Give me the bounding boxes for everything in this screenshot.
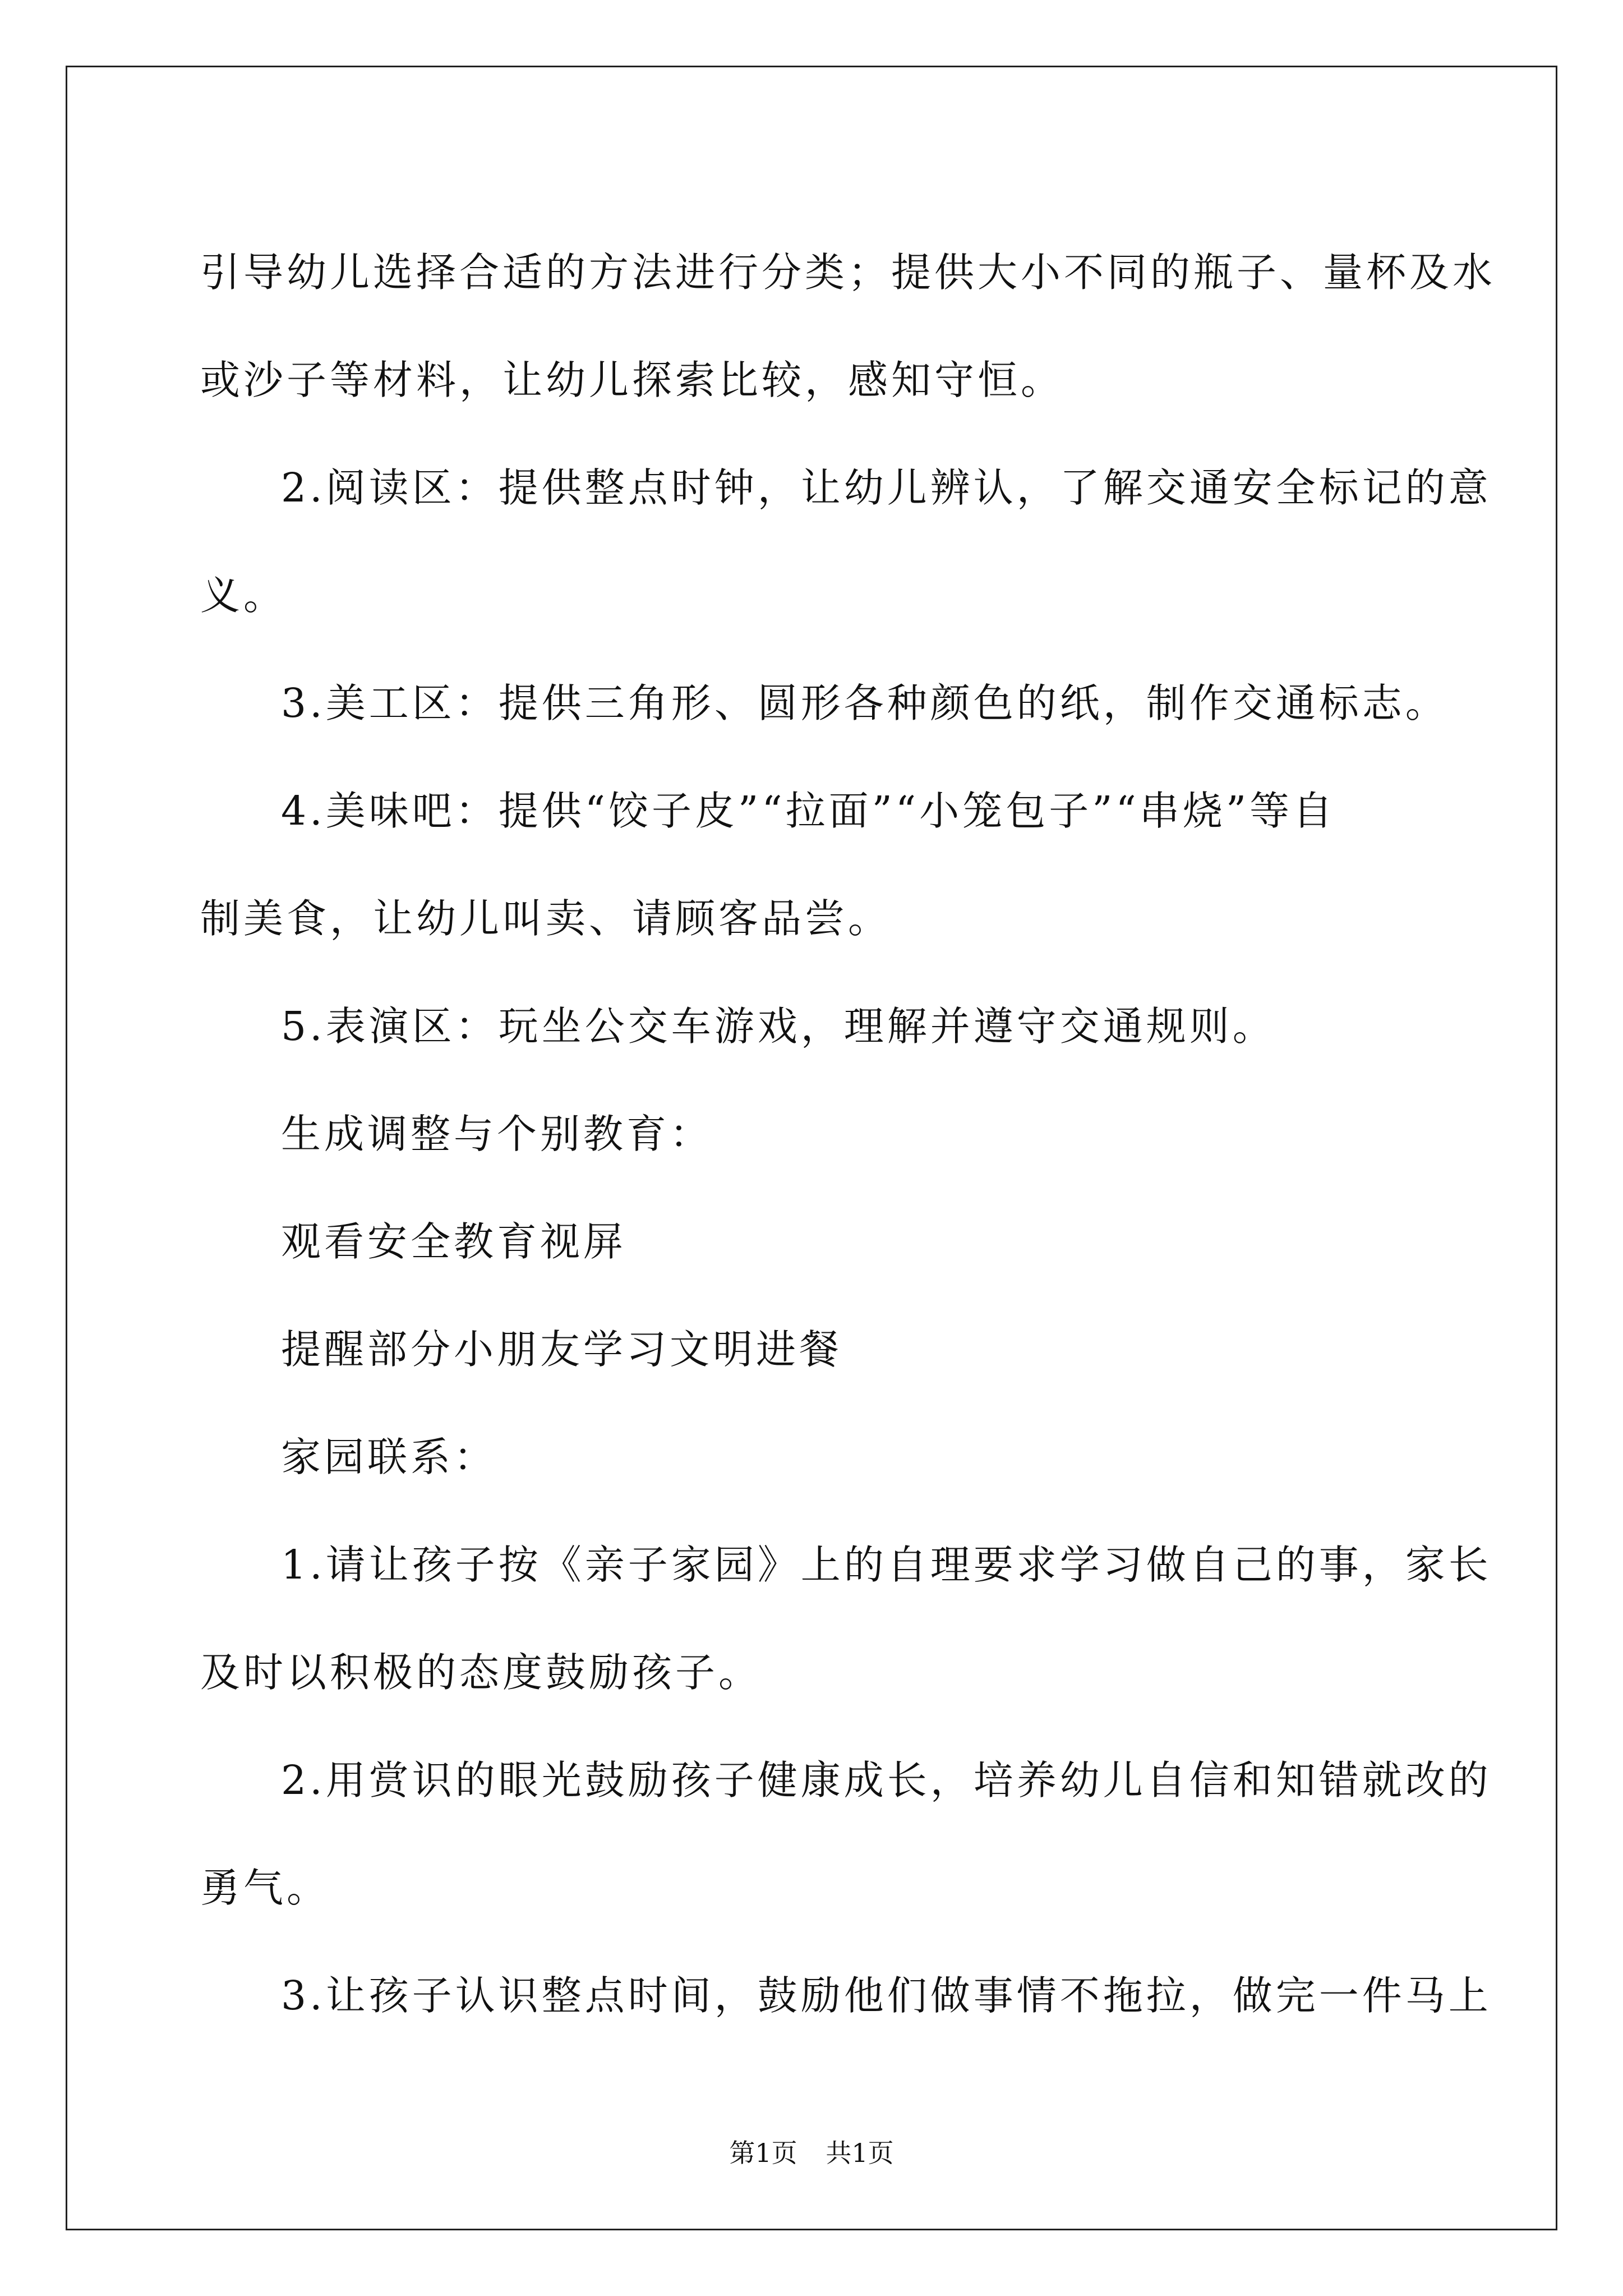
text-line-12: 家园联系：: [281, 1434, 497, 1480]
page-number-total: 共1页: [826, 2138, 894, 2168]
text-line-8: 5.表演区：玩坐公交车游戏，理解并遵守交通规则。: [281, 1003, 1276, 1050]
text-line-2: 或沙子等材料，让幼儿探索比较，感知守恒。: [200, 357, 1064, 403]
text-line-16: 勇气。: [200, 1865, 330, 1911]
text-line-13: 1.请让孩子按《亲子家园》上的自理要求学习做自己的事，家长: [281, 1542, 1492, 1588]
text-line-11: 提醒部分小朋友学习文明进餐: [281, 1326, 843, 1373]
text-line-3: 2.阅读区：提供整点时钟，让幼儿辨认，了解交通安全标记的意: [281, 464, 1492, 511]
document-body: [200, 219, 1496, 2050]
text-line-4: 义。: [200, 572, 287, 619]
text-line-7: 制美食，让幼儿叫卖、请顾客品尝。: [200, 895, 892, 942]
text-line-9: 生成调整与个别教育：: [281, 1111, 713, 1157]
text-line-14: 及时以积极的态度鼓励孩子。: [200, 1649, 762, 1696]
text-line-6: 4.美味吧：提供“饺子皮”“拉面”“小笼包子”“串烧”等自: [281, 788, 1336, 834]
text-line-15: 2.用赏识的眼光鼓励孩子健康成长，培养幼儿自信和知错就改的: [281, 1757, 1492, 1803]
text-line-10: 观看安全教育视屏: [281, 1218, 627, 1265]
text-line-1: 引导幼儿选择合适的方法进行分类；提供大小不同的瓶子、量杯及水: [200, 249, 1496, 296]
page-number-current: 第1页: [729, 2138, 797, 2168]
text-line-17: 3.让孩子认识整点时间，鼓励他们做事情不拖拉，做完一件马上: [281, 1972, 1492, 2019]
page-footer: [0, 2133, 1623, 2170]
text-line-5: 3.美工区：提供三角形、圆形各种颜色的纸，制作交通标志。: [281, 680, 1449, 726]
